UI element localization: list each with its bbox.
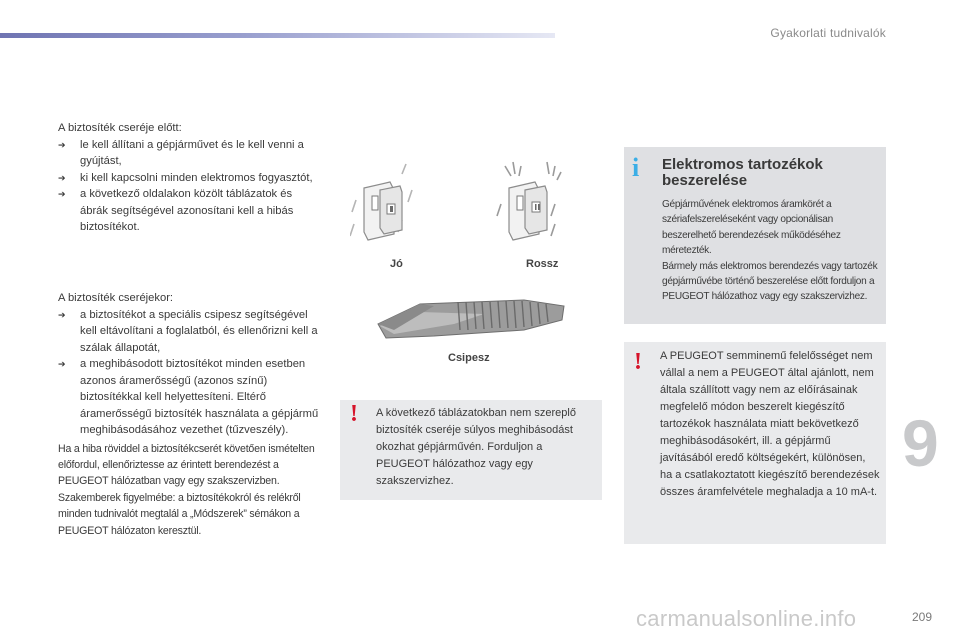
note-repeat: Ha a hiba röviddel a biztosítékcserét követően ismételten előfordul, ellenőriztesse az érintett berendezést a PEUGEOT hálózatban vagy egy szakszervizben. <box>58 442 315 488</box>
liability-warning-text: A PEUGEOT semminemű felelősséget nem vállal a nem a PEUGEOT által ajánlott, nem általa szállított vagy nem az előírásainak megfelelő módon beszerelt kiegészítő tartozékok használata miatt bekövetkező meghibásodásokért, ill. a gépjármű javításából eredő költségekért, különösen, ha a csatlakoztatott kiegészítő berendezések összes áramfelvétele meghaladja a 10 mA-t. <box>660 350 880 498</box>
bad-fuse-illustration <box>495 160 585 250</box>
fuse-table-warning-text: A következő táblázatokban nem szereplő biztosíték cseréje súlyos meghibásodást okozhat gépjárművén. Forduljon a PEUGEOT hálózathoz vagy egy szakszervizhez. <box>376 407 576 487</box>
before-list <box>58 137 320 236</box>
watermark: carmanualsonline.info <box>636 606 857 631</box>
page-number: 209 <box>912 610 933 624</box>
during-item: ➔ a meghibásodott biztosítékot minden esetben azonos áramerősségű (azonos színű) biztosítékkal kell helyettesíteni. Eltérő áramerősségű biztosíték használata a gépjármű meghibásodásához vezethet (tűzveszély). <box>58 356 320 439</box>
chapter-number: 9 <box>902 406 939 480</box>
warning-icon: ! <box>634 349 642 375</box>
info-paragraph: Gépjárművének elektromos áramkörét a szériafelszereléseként vagy opcionálisan beszerelhető berendezések működéséhez méretezték. <box>662 199 841 257</box>
electrical-accessories-info-box <box>624 147 886 324</box>
before-replacement-block <box>58 120 320 236</box>
liability-warning-box <box>624 342 886 544</box>
section-title: Gyakorlati tudnivalók <box>770 26 886 40</box>
info-icon: i <box>632 153 640 182</box>
fuse-tweezers-illustration <box>374 290 570 346</box>
before-item: ➔ le kell állítani a gépjárművet és le kell venni a gyújtást, <box>58 137 320 170</box>
info-paragraph: Bármely más elektromos berendezés vagy tartozék gépjárművébe történő beszerelése előtt forduljon a PEUGEOT hálózathoz vagy egy szakszervizhez. <box>662 260 878 303</box>
warning-icon: ! <box>350 401 358 427</box>
fuse-table-warning-box <box>340 400 602 500</box>
tweezers-label: Csipesz <box>448 352 490 364</box>
during-list <box>58 307 320 439</box>
during-replacement-block <box>58 290 320 539</box>
before-item: ➔ ki kell kapcsolni minden elektromos fogyasztót, <box>58 170 320 187</box>
during-intro: A biztosíték cseréjekor: <box>58 292 174 304</box>
info-text <box>662 197 884 305</box>
before-item: ➔ a következő oldalakon közölt táblázatok és ábrák segítségével azonosítani kell a hibás biztosítékot. <box>58 186 320 236</box>
before-intro: A biztosíték cseréje előtt: <box>58 122 182 134</box>
during-item: ➔ a biztosítékot a speciális csipesz segítségével kell eltávolítani a foglalatból, és ellenőrizni kell a szálak állapotát, <box>58 307 320 357</box>
bad-fuse-label: Rossz <box>526 258 559 270</box>
note-expert: Szakemberek figyelmébe: a biztosítékokról és relékről minden tudnivalót megtalál a „Módszerek” sémákon a PEUGEOT hálózaton keresztül. <box>58 491 301 537</box>
info-title: Elektromos tartozékok beszerelése <box>662 156 823 189</box>
good-fuse-label: Jó <box>390 258 403 270</box>
good-fuse-illustration <box>350 160 440 250</box>
header-accent-bar <box>0 33 555 38</box>
